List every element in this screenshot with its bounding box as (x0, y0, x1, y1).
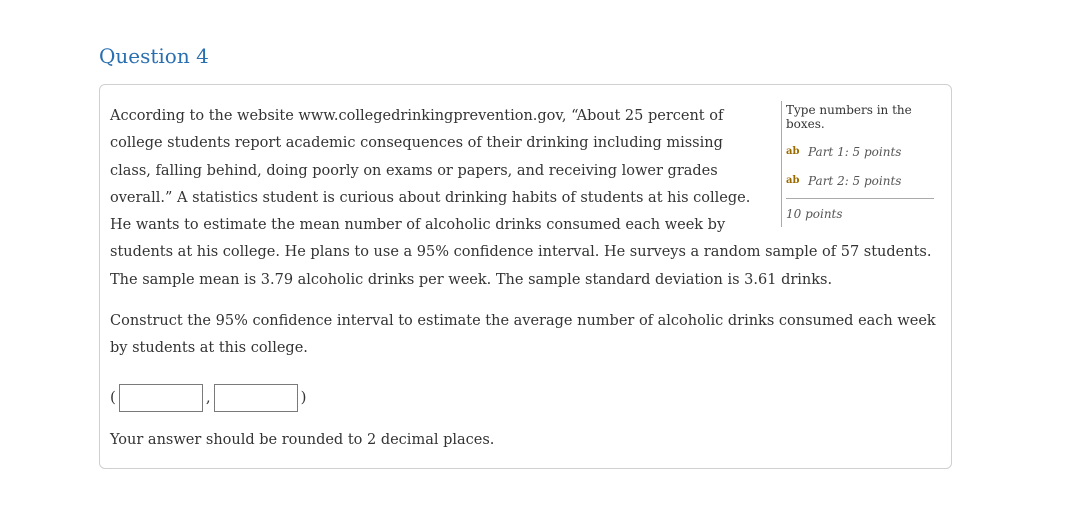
question-title: Question 4 (99, 44, 209, 68)
instruction-text: Type numbers in the boxes. (786, 103, 912, 131)
ab-icon: ab (786, 175, 800, 186)
part-2-points (786, 174, 940, 188)
part-1-points (786, 145, 940, 159)
ab-icon: ab (786, 146, 800, 157)
open-paren: ( (110, 388, 116, 407)
lower-bound-input[interactable] (119, 384, 203, 412)
total-points: 10 points (786, 207, 843, 221)
points-divider (786, 198, 934, 199)
part-2-label: Part 2: 5 points (808, 174, 902, 188)
question-container (99, 84, 952, 469)
upper-bound-input[interactable] (214, 384, 298, 412)
question-body (110, 103, 940, 454)
question-text: According to the website www.collegedrinkingprevention.gov, “About 25 percent of college students report academic consequences of their drinking including missing class, falling behind, doing poorly on exams or papers, and receiving lower grades overall.” A statistics student is curious about drinking habits of students at his college. He wants to estimate the mean number of alcoholic drinks consumed each week by students at his college. He plans to use a 95% confidence interval. He surveys a random sample of 57 students. The sample mean is 3.79 alcoholic drinks per week. The sample standard deviation is 3.61 drinks. (110, 108, 932, 288)
comma-separator: , (205, 388, 211, 407)
question-prompt: Construct the 95% confidence interval to estimate the average number of alcoholic drinks consumed each week by students at this college. (110, 313, 936, 357)
part-1-label: Part 1: 5 points (808, 145, 902, 159)
points-panel (781, 101, 940, 227)
interval-answer (110, 381, 940, 415)
close-paren: ) (300, 388, 307, 407)
rounding-note: Your answer should be rounded to 2 decimal places. (110, 431, 495, 448)
